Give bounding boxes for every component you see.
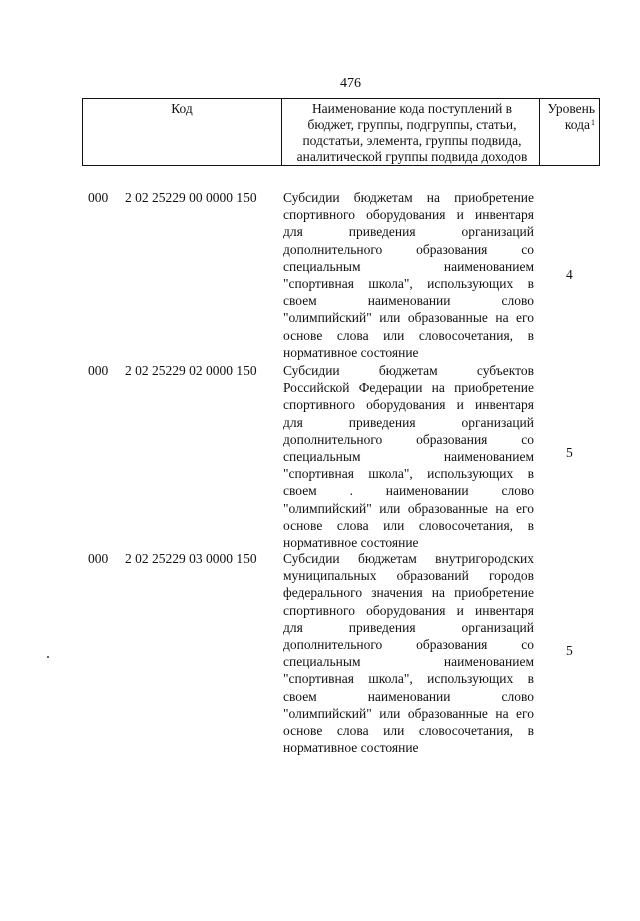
scan-speck [47, 656, 49, 658]
page-number: 476 [340, 76, 361, 91]
header-level-text: кода [564, 117, 590, 132]
description-line: "олимпийский" или образованные на его [283, 500, 534, 516]
description-line: специальным наименованием [283, 654, 534, 670]
description-line: своем . наименовании слово [283, 483, 534, 499]
description-line: основе слова или словосочетания, в [283, 327, 534, 343]
table-header [82, 98, 600, 166]
admin-code: 000 [88, 551, 109, 566]
header-name-line: Наименование кода поступлений в [311, 101, 513, 116]
description-line: Субсидии бюджетам внутригородских [283, 551, 534, 566]
revenue-code: 2 02 25229 02 0000 150 [125, 363, 257, 378]
level-value: 5 [566, 643, 573, 658]
revenue-code: 2 02 25229 03 0000 150 [125, 551, 257, 566]
description-line: для приведения организаций [283, 414, 534, 430]
header-level [541, 101, 601, 133]
footnote-marker: 1 [591, 118, 595, 127]
description-line: нормативное состояние [283, 740, 419, 756]
description-line: нормативное состояние [283, 535, 419, 551]
description-line: нормативное состояние [283, 344, 419, 360]
header-code: Код [171, 101, 193, 116]
header-name-line: подстатьи, элемента, группы подвида, [302, 133, 522, 148]
description-line: спортивного оборудования и инвентаря [283, 207, 534, 223]
description-line: спортивного оборудования и инвентаря [283, 397, 534, 413]
revenue-description [283, 362, 534, 551]
description-line: федерального значения на приобретение [283, 585, 534, 601]
description-line: "спортивная школа", использующих в [283, 276, 534, 292]
header-name [283, 101, 541, 165]
description-line: своем наименовании слово [283, 293, 534, 309]
description-line: спортивного оборудования и инвентаря [283, 602, 534, 618]
description-line: муниципальных образований городов [283, 568, 534, 584]
header-level-line2 [541, 117, 595, 133]
description-line: основе слова или словосочетания, в [283, 723, 534, 739]
description-line: для приведения организаций [283, 619, 534, 635]
column-divider [281, 99, 282, 165]
description-line: "спортивная школа", использующих в [283, 671, 534, 687]
description-line: дополнительного образования со [283, 637, 534, 653]
header-name-line: бюджет, группы, подгруппы, статьи, [307, 117, 517, 132]
admin-code: 000 [88, 363, 109, 378]
description-line: "спортивная школа", использующих в [283, 466, 534, 482]
description-line: "олимпийский" или образованные на его [283, 310, 534, 326]
description-line: специальным наименованием [283, 449, 534, 465]
revenue-description [283, 189, 534, 361]
description-line: Субсидии бюджетам субъектов [283, 363, 534, 378]
description-line: Субсидии бюджетам на приобретение [283, 190, 534, 205]
description-line: для приведения организаций [283, 224, 534, 240]
description-line: дополнительного образования со [283, 241, 534, 257]
description-line: специальным наименованием [283, 258, 534, 274]
header-name-line: аналитической группы подвида доходов [296, 149, 528, 164]
description-line: основе слова или словосочетания, в [283, 517, 534, 533]
description-line: дополнительного образования со [283, 431, 534, 447]
header-level-line1: Уровень [547, 101, 595, 116]
level-value: 4 [566, 267, 573, 282]
description-line: Российской Федерации на приобретение [283, 380, 534, 396]
description-line: своем наименовании слово [283, 688, 534, 704]
revenue-code: 2 02 25229 00 0000 150 [125, 190, 257, 205]
revenue-description [283, 550, 534, 756]
admin-code: 000 [88, 190, 109, 205]
level-value: 5 [566, 445, 573, 460]
description-line: "олимпийский" или образованные на его [283, 705, 534, 721]
